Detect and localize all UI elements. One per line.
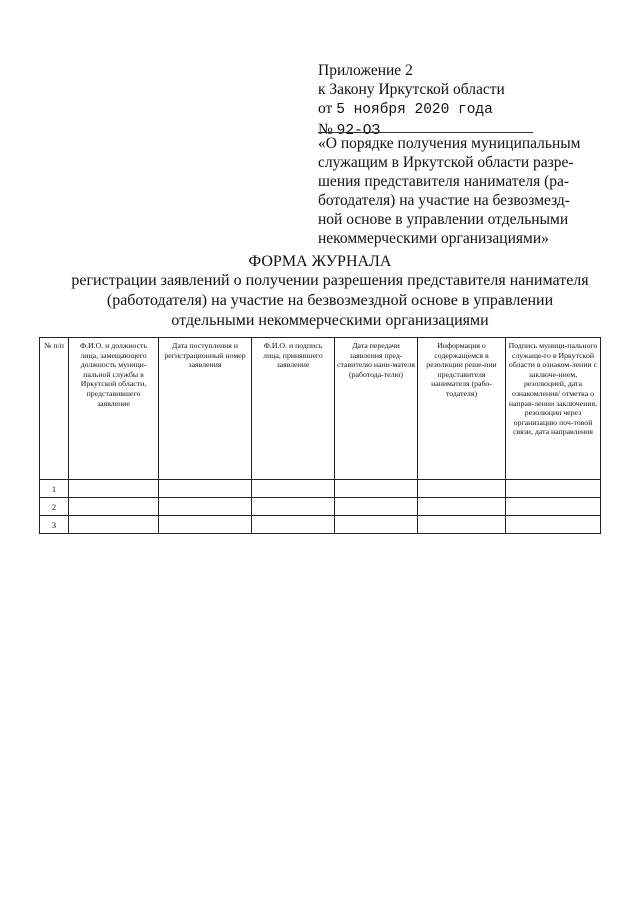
appendix-date [318,99,618,120]
date-value: 5 ноября 2020 года [336,102,493,118]
law-title-line: шения представителя нанимателя (ра- [318,173,570,190]
table-cell-number: 1 [40,480,69,498]
table-cell [252,480,335,498]
column-header-resolution-info: Информация о содержащемся в резолюции реше-нии представителя нанимателя (рабо-тодателя) [418,338,506,480]
table-cell [335,516,418,534]
table-cell [69,480,159,498]
table-cell [159,480,252,498]
table-cell-number: 2 [40,498,69,516]
table-header-row [40,338,601,480]
table-cell [418,516,506,534]
table-row [40,516,601,534]
appendix-block [318,61,618,141]
law-title-line: «О порядке получения муниципальным [318,135,581,152]
appendix-divider [318,132,533,133]
table-cell [159,498,252,516]
column-header-transfer-date: Дата передачи заявления пред-ставителю нани-мателя (работода-телю) [335,338,418,480]
table-cell [252,498,335,516]
appendix-number: Приложение 2 [318,62,413,79]
number-prefix: № [318,121,333,138]
table-cell [506,498,601,516]
number-value: 92-ОЗ [336,123,381,139]
table-cell [418,498,506,516]
table-cell [335,480,418,498]
table-cell [252,516,335,534]
law-title-line: служащим в Иркутской области разре- [318,154,574,171]
form-subtitle [50,271,610,331]
journal-table [39,337,601,534]
column-header-signature: Подпись муници-пального служаще-го в Иркутской области в ознаком-лении с заключе-нием, резолюцией, дата ознакомления/ отметка о направ-лении заключения, резолюции через организацию поч-товой связи, дата направления [506,338,601,480]
column-header-number: № п/п [40,338,69,480]
table-cell [506,516,601,534]
table-cell-number: 3 [40,516,69,534]
law-title-line: ной основе в управлении отдельными [318,211,569,228]
date-prefix: от [318,100,333,117]
column-header-applicant: Ф.И.О. и должность лица, замещающего должность муници-пальной службы в Иркутской области, представившего заявление [69,338,159,480]
form-heading: ФОРМА ЖУРНАЛА [248,253,392,270]
table-cell [69,498,159,516]
table-cell [159,516,252,534]
form-subtitle-line: регистрации заявлений о получении разрешения представителя нанимателя [71,272,589,289]
law-title [318,134,593,248]
table-row [40,480,601,498]
appendix-law-reference: к Закону Иркутской области [318,81,505,98]
form-subtitle-line: (работодателя) на участие на безвозмездной основе в управлении [106,292,554,309]
table-cell [335,498,418,516]
table-cell [418,480,506,498]
column-header-receipt-date: Дата поступления и регистрационный номер заявления [159,338,252,480]
law-title-line: ботодателя) на участие на безвозмезд- [318,192,570,209]
law-title-line: некоммерческими организациями» [318,230,549,247]
table-cell [506,480,601,498]
table-row [40,498,601,516]
column-header-receiver: Ф.И.О. и подпись лица, принявшего заявление [252,338,335,480]
table-cell [69,516,159,534]
form-subtitle-line: отдельными некоммерческими организациями [171,312,489,329]
